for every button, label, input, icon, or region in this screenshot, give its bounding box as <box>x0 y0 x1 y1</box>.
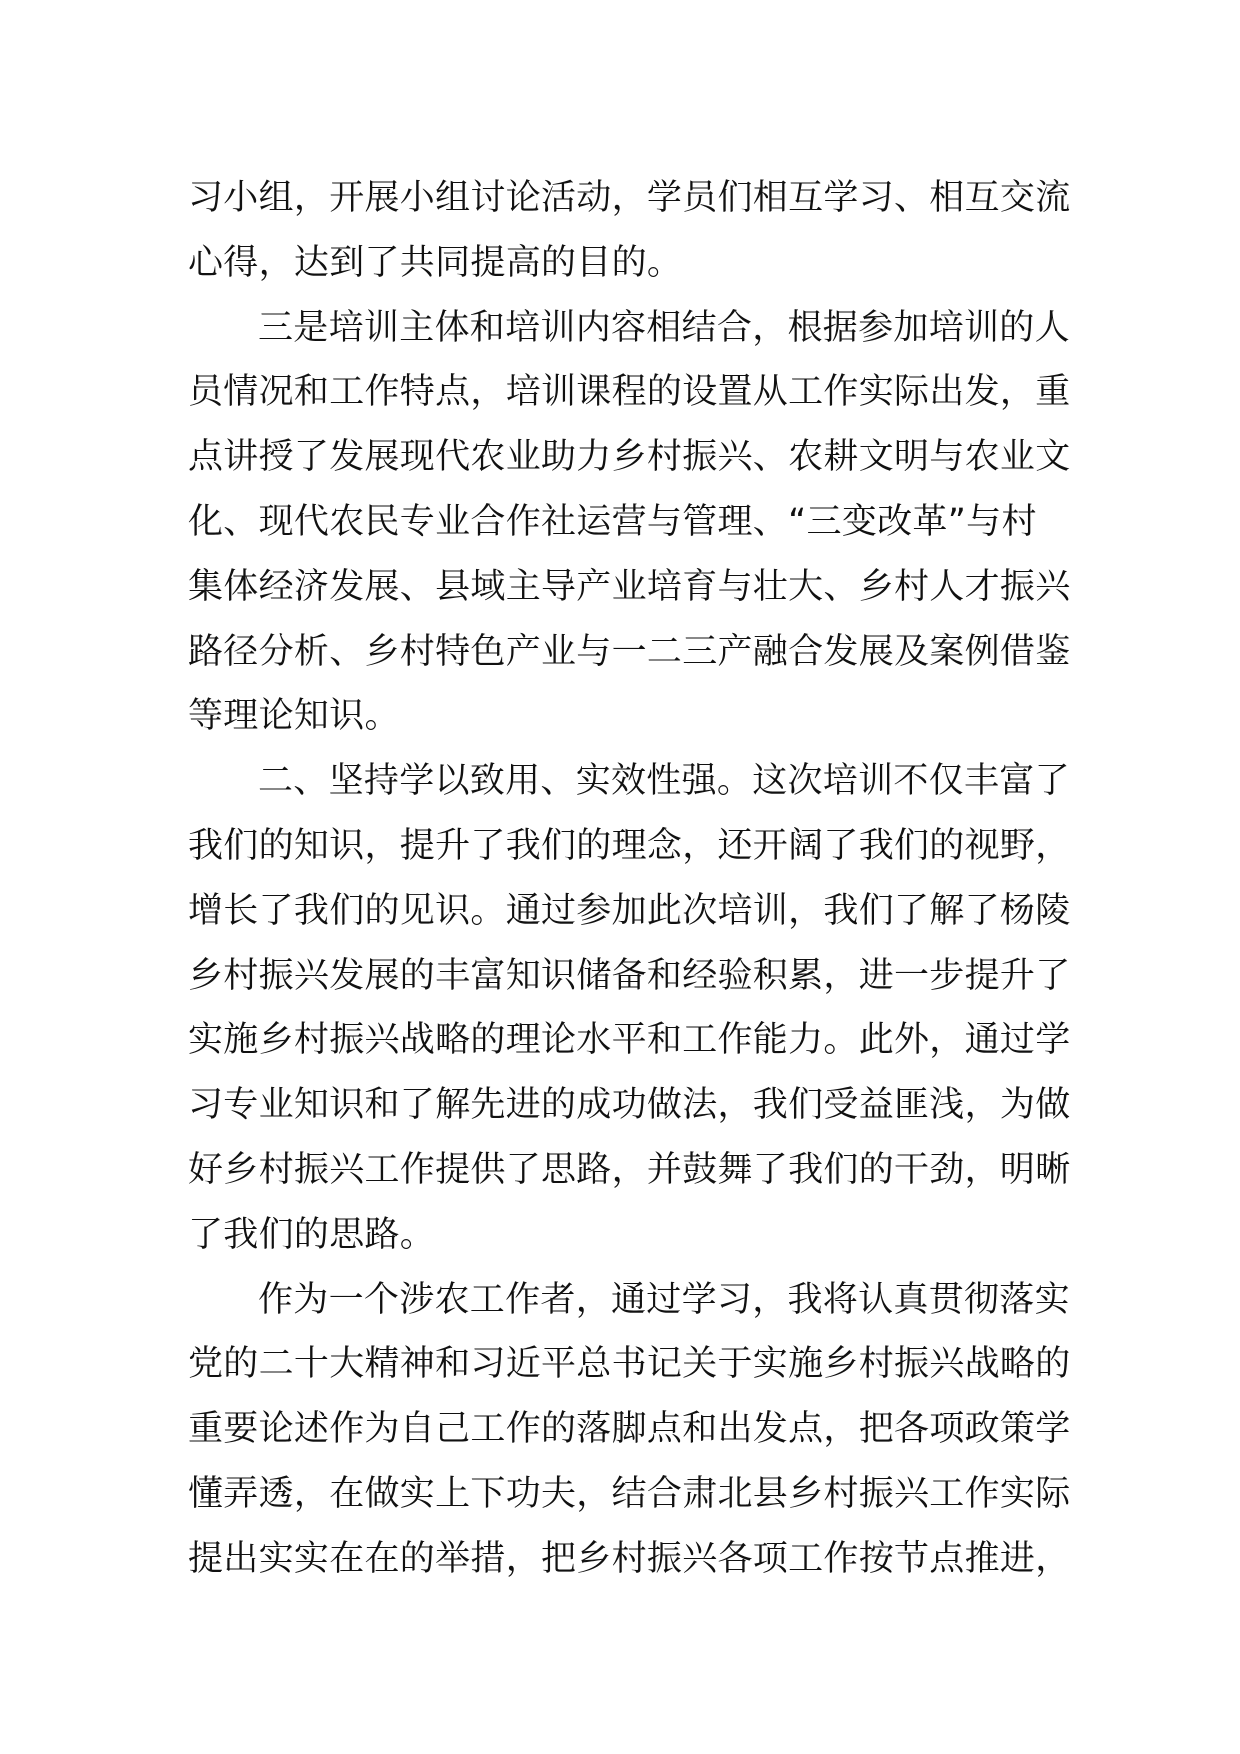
text-line: 好乡村振兴工作提供了思路，并鼓舞了我们的干劲，明晰 <box>188 1149 1071 1190</box>
text-line: 习专业知识和了解先进的成功做法，我们受益匪浅，为做 <box>188 1085 1071 1126</box>
text-line: 懂弄透，在做实上下功夫，结合肃北县乡村振兴工作实际 <box>188 1473 1071 1514</box>
text-line: 等理论知识。 <box>188 696 400 737</box>
text-line: 了我们的思路。 <box>188 1214 436 1255</box>
text-line: 党的二十大精神和习近平总书记关于实施乡村振兴战略的 <box>188 1344 1071 1385</box>
text-line: 心得，达到了共同提高的目的。 <box>188 242 683 283</box>
text-line: 点讲授了发展现代农业助力乡村振兴、农耕文明与农业文 <box>188 437 1071 478</box>
text-line: 乡村振兴发展的丰富知识储备和经验积累，进一步提升了 <box>188 955 1071 996</box>
body-text <box>188 166 1071 1592</box>
text-line: 我们的知识，提升了我们的理念，还开阔了我们的视野， <box>188 825 1071 866</box>
text-line: 重要论述作为自己工作的落脚点和出发点，把各项政策学 <box>188 1409 1071 1450</box>
text-line: 实施乡村振兴战略的理论水平和工作能力。此外，通过学 <box>188 1020 1071 1061</box>
text-line: 化、现代农民专业合作社运营与管理、“三变改革”与村 <box>188 501 1037 542</box>
text-line: 习小组，开展小组讨论活动，学员们相互学习、相互交流 <box>188 178 1071 218</box>
paragraph-start-line: 三是培训主体和培训内容相结合，根据参加培训的人 <box>258 307 1070 348</box>
text-line: 员情况和工作特点，培训课程的设置从工作实际出发，重 <box>188 372 1071 413</box>
paragraph-start-line: 二、坚持学以致用、实效性强。这次培训不仅丰富了 <box>258 761 1070 802</box>
text-line: 集体经济发展、县域主导产业培育与壮大、乡村人才振兴 <box>188 566 1071 607</box>
paragraph-start-line: 作为一个涉农工作者，通过学习，我将认真贯彻落实 <box>258 1279 1070 1320</box>
text-line: 提出实实在在的举措，把乡村振兴各项工作按节点推进， <box>188 1538 1071 1579</box>
text-line: 路径分析、乡村特色产业与一二三产融合发展及案例借鉴 <box>188 631 1071 672</box>
text-line: 增长了我们的见识。通过参加此次培训，我们了解了杨陵 <box>188 890 1071 931</box>
